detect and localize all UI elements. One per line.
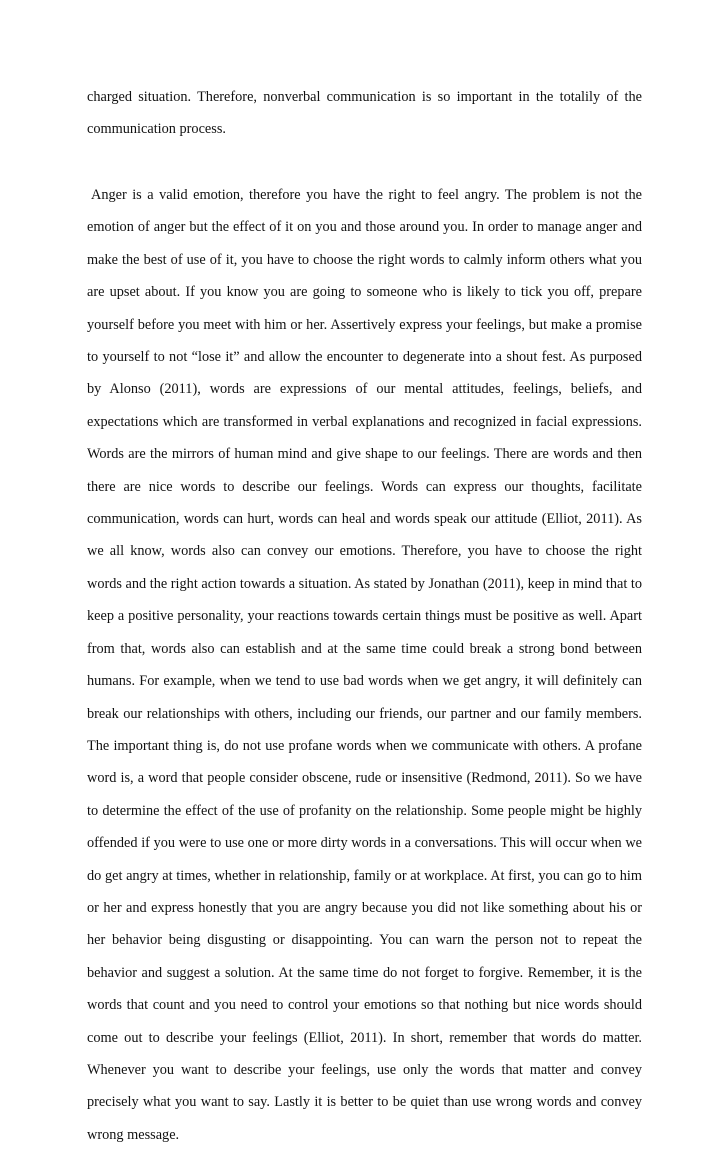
paragraph-anger-words: Anger is a valid emotion, therefore you have the right to feel angry. The problem is not the emotion of anger but the effect of it on you and those around you. In order to manage anger and make the best of use of it, you have to choose the right words to calmly inform others what you are upset about. If you know you are going to someone who is likely to tick you off, prepare yourself before you meet with him or her. Assertively express your feelings, but make a promise to yourself to not “lose it” and allow the encounter to degenerate into a shout fest. As purposed by Alonso (2011), words are expressions of our mental attitudes, feelings, beliefs, and expectations which are transformed in verbal explanations and recognized in facial expressions. Words are the mirrors of human mind and give shape to our feelings. There are words and then there are nice words to describe our feelings. Words can express our thoughts, facilitate communication, words can hurt, words can heal and words speak our attitude (Elliot, 2011). As we all know, words also can convey our emotions. Therefore, you have to choose the right words and the right action towards a situation. As stated by Jonathan (2011), keep in mind that to keep a positive personality, your reactions towards certain things must be positive as well. Apart from that, words also can establish and at the same time could break a strong bond between humans. For example, when we tend to use bad words when we get angry, it will definitely can break our relationships with others, including our friends, our partner and our family members. The important thing is, do not use profane words when we communicate with others. A profane word is, a word that people consider obscene, rude or insensitive (Redmond, 2011). So we have to determine the effect of the use of profanity on the relationship. Some people might be highly offended if you were to use one or more dirty words in a conversations. This will occur when we do get angry at times, whether in relationship, family or at workplace. At first, you can go to him or her and express honestly that you are angry because you did not like something about his or her behavior being disgusting or disappointing. You can warn the person not to repeat the behavior and suggest a solution. At the same time do not forget to forgive. Remember, it is the words that count and you need to control your emotions so that nothing but nice words should come out to describe your feelings (Elliot, 2011). In short, remember that words do matter. Whenever you want to describe your feelings, use only the words that matter and convey precisely what you want to say. Lastly it is better to be quiet than use wrong words and convey wrong message.: [87, 187, 642, 1143]
paragraph-continuation: charged situation. Therefore, nonverbal communication is so important in the totalily of the communication process.: [87, 89, 642, 138]
